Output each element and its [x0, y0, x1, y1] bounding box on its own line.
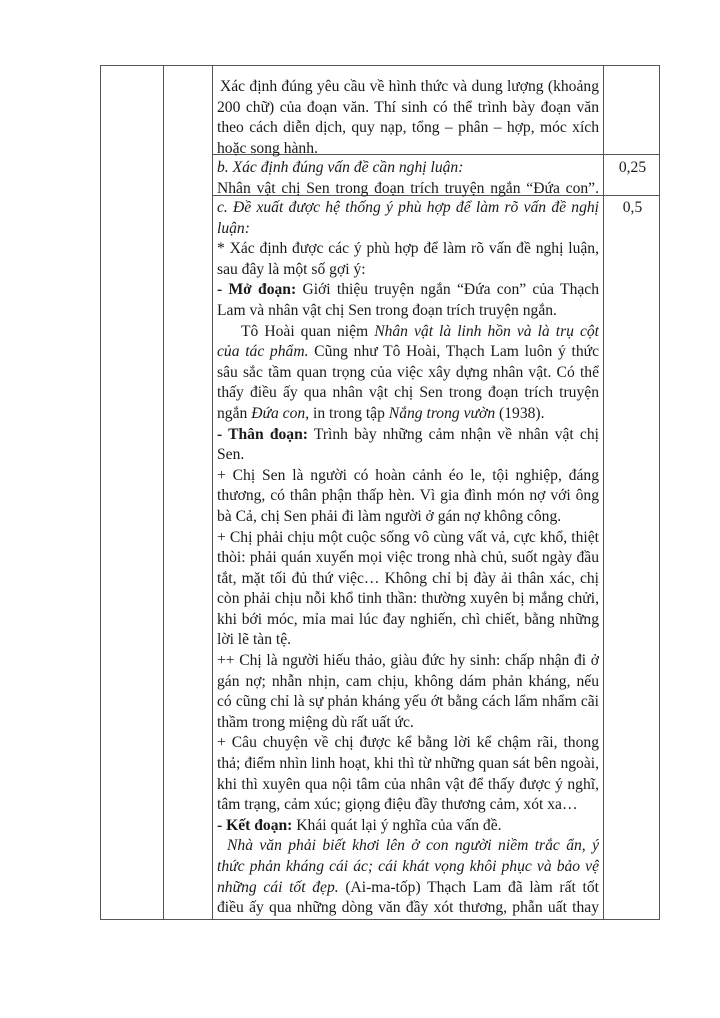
italic-text: Nhân vật là linh hồn và là trụ cột: [374, 322, 599, 340]
text-segment: Trình bày những cảm nhận về nhân vật chị: [307, 425, 599, 443]
section-heading: - Mở đoạn:: [217, 281, 297, 299]
section-heading: - Kết đoạn:: [217, 816, 293, 834]
text-segment: * Xác định được các ý phù hợp để làm rõ vấn đề nghị luận,: [217, 240, 599, 258]
text-line: [217, 179, 599, 200]
text-line: [217, 548, 599, 569]
text-line: [217, 589, 599, 610]
text-segment: Cũng như Tô Hoài, Thạch Lam luôn ý thức: [308, 343, 599, 361]
text-segment: hoặc song hành.: [217, 139, 318, 157]
text-line: [217, 239, 599, 260]
text-segment: Tô Hoài quan niệm: [241, 322, 375, 340]
text-line: [217, 672, 599, 693]
text-segment: khi thì xuyên qua nội tâm của nhân vật để thấy được ý nghĩ,: [217, 775, 599, 793]
text-segment: gán nợ; nhẫn nhịn, cam chịu, không dám phản kháng, nếu: [217, 672, 599, 690]
text-line: [217, 466, 599, 487]
text-line: [217, 219, 599, 240]
italic-text: b. Xác định đúng vấn đề cần nghị luận:: [217, 159, 464, 176]
text-line: [217, 569, 599, 590]
section-heading: - Thân đoạn:: [217, 425, 308, 443]
text-line: [217, 198, 599, 219]
text-line: [217, 713, 599, 734]
text-line: [217, 342, 599, 363]
text-line: [217, 836, 599, 857]
text-segment: khi bới móc, mỉa mai lúc đay nghiến, chì chiết, bằng những: [217, 610, 599, 628]
text-segment: Lam và nhân vật chị Sen trong đoạn trích truyện ngắn.: [217, 301, 557, 319]
text-line: [217, 98, 599, 119]
text-segment: + Chị Sen là người có hoàn cảnh éo le, tội nghiệp, đáng: [217, 466, 599, 484]
score-value: 0,25: [618, 159, 647, 176]
text-line: [217, 445, 599, 466]
text-line: [217, 878, 599, 899]
text-line: [217, 528, 599, 549]
text-segment: thòi: phải quán xuyến mọi việc trong nhà chủ, suốt ngày đầu: [217, 549, 599, 567]
text-segment: bà Cả, chị Sen phải đi làm người ở gán nợ không công.: [217, 507, 562, 525]
text-segment: điều ấy qua những dòng văn đầy xót thương, phẫn uất thay: [217, 899, 599, 917]
text-line: [217, 383, 599, 404]
text-segment: (1938).: [495, 404, 545, 422]
text-segment: có cũng chỉ là sự phản kháng yếu ớt bằng cách lẩm nhẩm cãi: [217, 693, 599, 711]
text-line: [217, 898, 599, 919]
text-line: [217, 857, 599, 878]
text-segment: Xác định đúng yêu cầu về hình thức và dung lượng (khoảng: [220, 78, 599, 95]
text-line: [217, 322, 599, 343]
text-segment: 200 chữ) của đoạn văn. Thí sinh có thể trình bày đoạn văn: [217, 98, 599, 116]
text-segment: thầm trong miệng dù rất uất ức.: [217, 713, 414, 731]
text-segment: tâm trạng, cảm xúc; giọng điệu đầy thương cảm, xót xa…: [217, 796, 578, 814]
text-segment: lời lẽ tàn tệ.: [217, 631, 292, 649]
text-line: [217, 610, 599, 631]
text-segment: ngắn: [217, 404, 252, 422]
text-segment: sâu sắc tầm quan trọng của việc xây dựng nhân vật. Có thể: [217, 363, 599, 381]
text-segment: Khái quát lại ý nghĩa của vấn đề.: [292, 816, 502, 834]
text-segment: (Ai-ma-tốp) Thạch Lam đã làm rất tốt: [338, 878, 599, 896]
column-divider: [163, 66, 164, 919]
text-line: [217, 692, 599, 713]
italic-text: Đứa con: [251, 404, 306, 422]
column-divider: [603, 66, 604, 919]
text-segment: thấy điều ấy qua nhân vật chị Sen trong đoạn trích truyện: [217, 384, 599, 402]
italic-text: thức phản kháng cái ác; cái khát vọng khôi phục và bảo vệ: [217, 858, 599, 875]
text-line: [217, 280, 599, 301]
text-segment: Sen.: [217, 446, 245, 464]
text-line: [217, 754, 599, 775]
text-segment: tắt, mặt tối đủ thứ việc… Không chỉ bị đày ải thân xác, chị: [217, 569, 599, 587]
text-segment: theo cách diễn dịch, quy nạp, tổng – phân – hợp, móc xích: [217, 119, 599, 137]
text-line: [217, 139, 599, 160]
text-line: [217, 425, 599, 446]
text-segment: còn phải chịu nỗi khổ tinh thần: thường xuyên bị mắng chửi,: [217, 590, 599, 608]
criterion-content: [217, 77, 599, 159]
text-line: [217, 507, 599, 528]
text-segment: , in trong tập: [305, 404, 389, 422]
text-segment: + Chị phải chịu một cuộc sống vô cùng vất vả, cực khổ, thiệt: [217, 528, 599, 546]
text-line: [217, 651, 599, 672]
criterion-content: [217, 158, 599, 199]
text-line: [217, 816, 599, 837]
text-line: [217, 158, 599, 179]
text-line: [217, 795, 599, 816]
text-line: [217, 486, 599, 507]
text-line: [217, 733, 599, 754]
text-line: [217, 630, 599, 651]
text-segment: Nhân vật chị Sen trong đoạn trích truyện ngắn “Đứa con”.: [217, 179, 599, 197]
scoring-table: [100, 65, 660, 920]
italic-text: Nắng trong vườn: [388, 404, 496, 422]
score-value: 0,5: [622, 199, 643, 216]
italic-text: c. Đề xuất được hệ thống ý phù hợp để làm rõ vấn đề nghị: [217, 199, 599, 216]
italic-text: Nhà văn phải biết khơi lên ở con người niềm trắc ẩn, ý: [227, 837, 599, 855]
text-segment: ++ Chị là người hiếu thảo, giàu đức hy sinh: chấp nhận đi ở: [217, 652, 599, 670]
text-segment: thương, có thân phận thấp hèn. Vì gia đình món nợ với ông: [217, 487, 599, 505]
text-line: [217, 363, 599, 384]
italic-text: luận:: [217, 219, 250, 237]
text-line: [217, 260, 599, 281]
text-segment: + Câu chuyện về chị được kể bằng lời kể chậm rãi, thong: [217, 734, 599, 752]
text-line: [217, 301, 599, 322]
text-segment: Giới thiệu truyện ngắn “Đứa con” của Thạch: [296, 281, 599, 299]
text-segment: thả; điểm nhìn linh hoạt, khi thì từ những quan sát bên ngoài,: [217, 755, 599, 773]
criterion-content: [217, 198, 599, 919]
italic-text: của tác phẩm.: [217, 343, 309, 361]
text-line: [217, 404, 599, 425]
italic-text: những cái tốt đẹp.: [217, 878, 339, 896]
column-divider: [212, 66, 213, 919]
text-line: [217, 77, 599, 98]
text-segment: sau đây là một số gợi ý:: [217, 260, 366, 278]
text-line: [217, 118, 599, 139]
text-line: [217, 775, 599, 796]
